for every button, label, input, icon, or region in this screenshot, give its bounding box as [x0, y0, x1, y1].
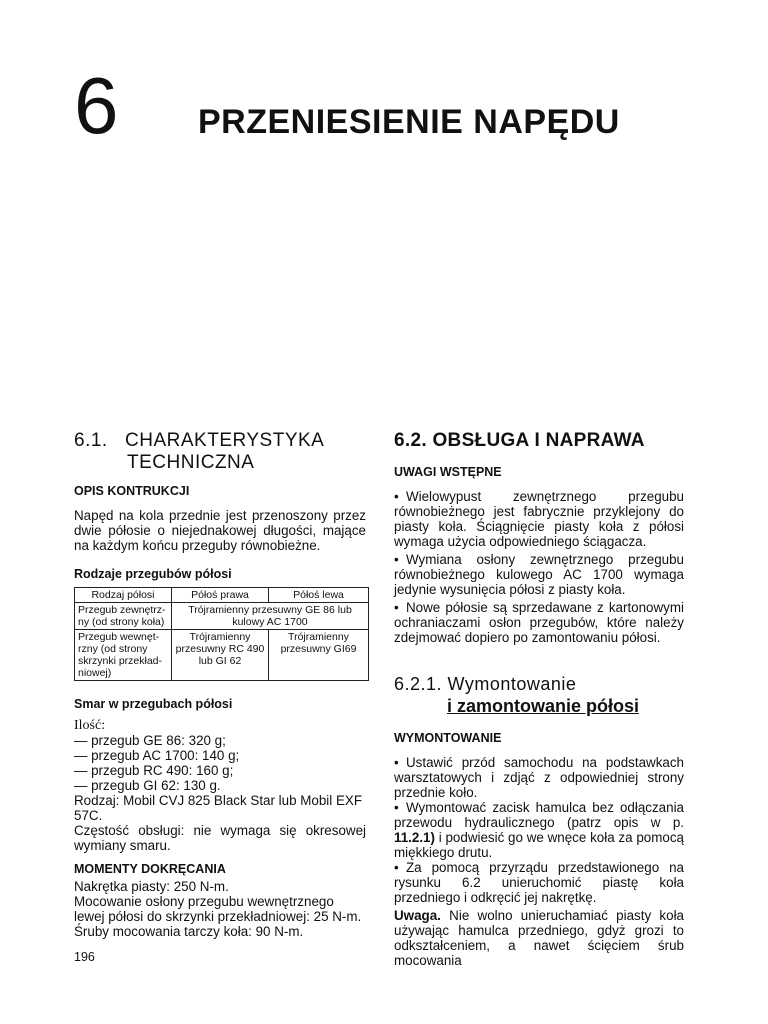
- bullet-text: Nowe półosie są sprzedawane z kartonowymi ochraniaczami osłon przegubów, które należy zdejmować dopiero po zamontowaniu półosi.: [394, 600, 684, 645]
- bullet-text: Za pomocą przyrządu przedstawionego na rysunku 6.2 unieruchomić piastę koła przedniego i odkręcić jej nakrętkę.: [394, 860, 684, 905]
- chapter-number: 6: [74, 61, 119, 150]
- section-title-line2: TECHNICZNA: [127, 452, 255, 473]
- chapter-title: PRZENIESIENIE NAPĘDU: [198, 103, 620, 141]
- smar-czestosc: Częstość obsługi: nie wymaga się okresowej wymiany smaru.: [74, 823, 366, 853]
- list-item: [394, 755, 684, 800]
- left-column: [74, 430, 366, 939]
- table-header: Rodzaj półosi: [75, 588, 172, 603]
- right-column: [394, 430, 684, 968]
- subsection-title-line1: 6.2.1. Wymontowanie: [394, 674, 577, 694]
- joint-types-table: [74, 587, 369, 681]
- uwaga-text: Nie wolno unieruchamiać piasty koła używając hamulca przedniego, gdyż grozi to odkształceniem, a nawet ścięciem śrub mocowania: [394, 908, 684, 968]
- list-item: — przegub RC 490: 160 g;: [74, 763, 234, 778]
- table-cell: Przegub zewnętrz-ny (od strony koła): [75, 603, 172, 630]
- table-header: Półoś prawa: [172, 588, 269, 603]
- bullet-text: Wielowypust zewnętrznego przegubu równobieżnego jest fabrycznie przyklejony do piasty koła. Ściągnięcie piasty koła z półosi wymaga użycia odpowiedniego ściągacza.: [394, 489, 684, 549]
- section-number: 6.1.: [74, 430, 108, 451]
- reference-link: 11.2.1): [394, 830, 435, 845]
- list-item: — przegub GE 86: 320 g;: [74, 733, 226, 748]
- smar-rodzaj: Rodzaj: Mobil CVJ 825 Black Star lub Mobil EXF 57C.: [74, 793, 363, 823]
- bullet-icon: •: [394, 860, 399, 875]
- bullet-icon: •: [394, 489, 399, 504]
- opis-heading: OPIS KONTRUKCJI: [74, 484, 190, 498]
- uwaga-label: Uwaga.: [394, 908, 441, 923]
- list-item: [394, 860, 684, 905]
- page-number: 196: [74, 950, 95, 964]
- bullet-text: Wymiana osłony zewnętrznego przegubu równobieżnego kulowego AC 1700 wymaga jedynie wysunięcia półosi z piasty koła.: [394, 552, 684, 597]
- list-item: [394, 600, 684, 645]
- momenty-line: Śruby mocowania tarczy koła: 90 N-m.: [74, 924, 304, 939]
- table-row: [75, 603, 369, 630]
- bullet-text: Ustawić przód samochodu na podstawkach warsztatowych i zdjąć z odpowiedniej strony przednie koło.: [394, 755, 684, 800]
- bullet-icon: •: [394, 552, 399, 567]
- list-item: — przegub AC 1700: 140 g;: [74, 748, 240, 763]
- smar-list: [74, 733, 366, 793]
- table-cell: Trójramienny przesuwny GI69: [269, 630, 369, 681]
- bullet-text: i podwiesić go we wnęce koła za pomocą miękkiego drutu.: [394, 830, 684, 860]
- list-item: [394, 552, 684, 597]
- bullet-text: Wymontować zacisk hamulca bez odłączania przewodu hydraulicznego (patrz opis w p.: [394, 800, 684, 830]
- table-cell: Trójramienny przesuwny RC 490 lub GI 62: [172, 630, 269, 681]
- momenty-line: Mocowanie osłony przegubu wewnętrznego lewej półosi do skrzynki przekładniowej: 25 N-m.: [74, 894, 362, 924]
- subsection-title-line2-text: i zamontowanie półosi: [447, 696, 640, 716]
- list-item: [394, 800, 684, 860]
- table-header-row: [75, 588, 369, 603]
- section-title-line1: CHARAKTERYSTYKA: [125, 430, 325, 451]
- momenty-heading: MOMENTY DOKRĘCANIA: [74, 862, 226, 876]
- subsection-title-line2: [394, 695, 684, 717]
- bullet-icon: •: [394, 755, 399, 770]
- opis-text: Napęd na kola przednie jest przenoszony przez dwie półosie o niejednakowej długości, mające na każdym końcu przeguby równobieżne.: [74, 508, 366, 553]
- table-cell: Przegub wewnęt-rzny (od strony skrzynki przekład-niowej): [75, 630, 172, 681]
- wymont-heading: WYMONTOWANIE: [394, 731, 502, 745]
- bullet-icon: •: [394, 800, 399, 815]
- smar-heading: Smar w przegubach półosi: [74, 697, 233, 711]
- list-item: — przegub GI 62: 130 g.: [74, 778, 221, 793]
- rodzaje-heading: Rodzaje przegubów półosi: [74, 567, 232, 581]
- uwaga-note: [394, 908, 684, 968]
- table-header: Półoś lewa: [269, 588, 369, 603]
- section-6-1-title: [74, 430, 366, 452]
- bullet-icon: •: [394, 600, 399, 615]
- ilosc-label: Ilość:: [74, 718, 106, 733]
- uwagi-heading: UWAGI WSTĘPNE: [394, 465, 502, 479]
- table-row: [75, 630, 369, 681]
- table-cell: Trójramienny przesuwny GE 86 lub kulowy AC 1700: [172, 603, 369, 630]
- section-6-2-title: 6.2. OBSŁUGA I NAPRAWA: [394, 430, 645, 451]
- momenty-line: Nakrętka piasty: 250 N-m.: [74, 879, 229, 894]
- list-item: [394, 489, 684, 549]
